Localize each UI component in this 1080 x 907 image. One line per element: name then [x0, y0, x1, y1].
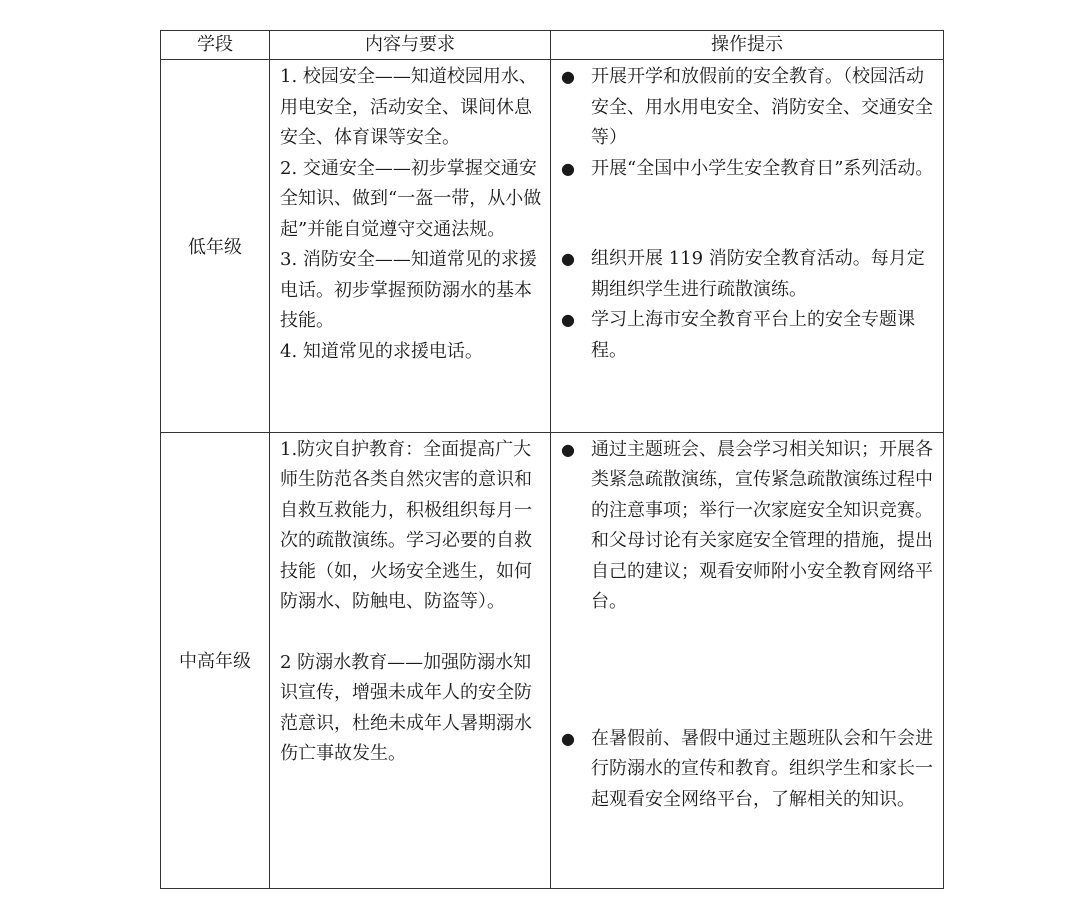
- header-grade: 学段: [161, 31, 270, 60]
- safety-education-table: [160, 30, 944, 889]
- content-item: 1.防灾自护教育：全面提高广大师生防范各类自然灾害的意识和自救互救能力，积极组织每月一次的疏散演练。学习必要的自救技能（如，火场安全逃生，如何防溺水、防触电、防盗等）。: [280, 438, 532, 613]
- table-row-upper-grade: [161, 432, 944, 888]
- tip-text: 在暑假前、暑假中通过主题班队会和午会进行防溺水的宣传和教育。组织学生和家长一起观看安全网络平台，了解相关的知识。: [591, 727, 933, 810]
- tip-item: [561, 62, 935, 154]
- bullet-icon: ●: [561, 249, 575, 269]
- tip-text: 组织开展 119 消防安全教育活动。每月定期组织学生进行疏散演练。: [591, 248, 925, 300]
- content-item: 2 防溺水教育——加强防溺水知识宣传，增强未成年人的安全防范意识，杜绝未成年人暑期溺水伤亡事故发生。: [280, 651, 532, 765]
- tip-text: 开展开学和放假前的安全教育。（校园活动安全、用水用电安全、消防安全、交通安全等）: [591, 66, 933, 149]
- content-item: 3. 消防安全——知道常见的求援电话。初步掌握预防溺水的基本技能。: [280, 249, 537, 332]
- grade-cell: 低年级: [161, 60, 270, 433]
- header-tips: 操作提示: [551, 31, 944, 60]
- header-content: 内容与要求: [270, 31, 551, 60]
- bullet-icon: ●: [561, 158, 575, 178]
- tip-item: [561, 154, 935, 185]
- content-cell: [270, 60, 551, 433]
- grade-cell: 中高年级: [161, 432, 270, 888]
- tip-item: [561, 244, 935, 305]
- tip-text: 学习上海市安全教育平台上的安全专题课程。: [591, 309, 915, 361]
- tips-cell: [551, 60, 944, 433]
- bullet-icon: ●: [561, 728, 575, 748]
- tip-text: 开展“全国中小学生安全教育日”系列活动。: [591, 157, 934, 179]
- tip-item: [561, 305, 935, 366]
- tip-text: 通过主题班会、晨会学习相关知识；开展各类紧急疏散演练，宣传紧急疏散演练过程中的注意事项；举行一次家庭安全知识竞赛。和父母讨论有关家庭安全管理的措施，提出自己的建议；观看安师附小安全教育网络平台。: [591, 438, 933, 613]
- content-cell: [270, 432, 551, 888]
- content-item: 1. 校园安全——知道校园用水、用电安全，活动安全、课间休息安全、体育课等安全。: [280, 66, 537, 149]
- content-item: 4. 知道常见的求援电话。: [280, 340, 483, 362]
- bullet-icon: ●: [561, 67, 575, 87]
- content-item: 2. 交通安全——初步掌握交通安全知识、做到“一盔一带，从小做起”并能自觉遵守交通法规。: [280, 157, 542, 240]
- tip-item: [561, 435, 935, 618]
- bullet-icon: ●: [561, 439, 575, 459]
- table-row-lower-grade: [161, 60, 944, 433]
- bullet-icon: ●: [561, 310, 575, 330]
- tips-cell: [551, 432, 944, 888]
- table-header-row: [161, 31, 944, 60]
- tip-item: [561, 724, 935, 816]
